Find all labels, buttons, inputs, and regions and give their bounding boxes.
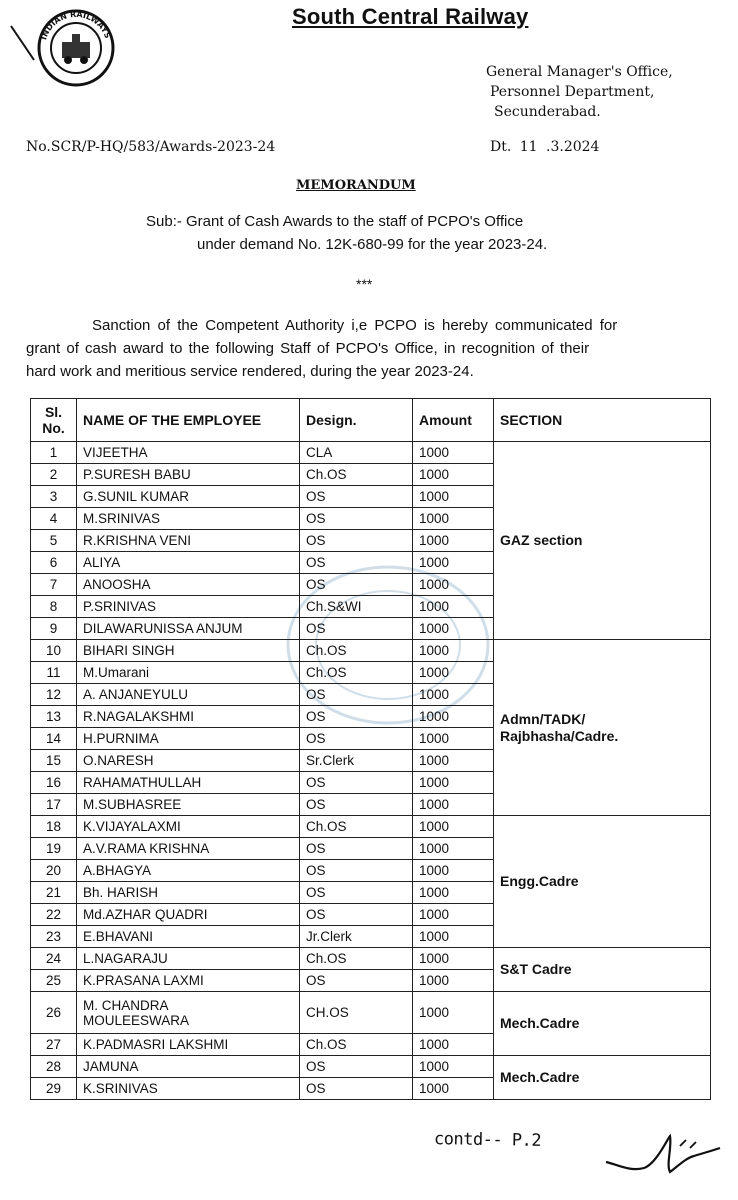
- office-address: [486, 62, 673, 122]
- amount-cell: 1000: [413, 442, 494, 464]
- name-cell: A.BHAGYA: [77, 860, 300, 882]
- sl-cell: 1: [31, 442, 77, 464]
- amount-cell: 1000: [413, 970, 494, 992]
- table-row: [31, 816, 711, 838]
- sl-cell: 21: [31, 882, 77, 904]
- section-cell: Engg.Cadre: [494, 816, 711, 948]
- reference-number: No.SCR/P-HQ/583/Awards-2023-24: [26, 139, 276, 155]
- pen-stroke-mark: [8, 22, 38, 64]
- handwritten-signature: [596, 1128, 726, 1188]
- design-cell: OS: [300, 970, 413, 992]
- design-cell: OS: [300, 1078, 413, 1100]
- office-line: Personnel Department,: [490, 84, 655, 100]
- continued-note: contd-- P.2: [433, 1129, 542, 1151]
- amount-cell: 1000: [413, 948, 494, 970]
- sl-cell: 25: [31, 970, 77, 992]
- subject-line: Sub:- Grant of Cash Awards to the staff of PCPO's Office: [146, 213, 524, 230]
- sl-cell: 13: [31, 706, 77, 728]
- memo-body: [26, 314, 716, 383]
- name-cell: L.NAGARAJU: [77, 948, 300, 970]
- name-cell: P.SRINIVAS: [77, 596, 300, 618]
- body-line: Sanction of the Competent Authority i,e PCPO is hereby communicated for: [92, 317, 618, 334]
- name-cell: BIHARI SINGH: [77, 640, 300, 662]
- name-cell: Md.AZHAR QUADRI: [77, 904, 300, 926]
- sl-cell: 19: [31, 838, 77, 860]
- name-cell: R.KRISHNA VENI: [77, 530, 300, 552]
- design-cell: OS: [300, 1056, 413, 1078]
- name-cell: DILAWARUNISSA ANJUM: [77, 618, 300, 640]
- name-cell: K.PADMASRI LAKSHMI: [77, 1034, 300, 1056]
- design-cell: Ch.OS: [300, 1034, 413, 1056]
- design-cell: OS: [300, 728, 413, 750]
- amount-cell: 1000: [413, 904, 494, 926]
- design-cell: Jr.Clerk: [300, 926, 413, 948]
- sl-cell: 20: [31, 860, 77, 882]
- section-cell: Admn/TADK/ Rajbhasha/Cadre.: [494, 640, 711, 816]
- amount-cell: 1000: [413, 640, 494, 662]
- amount-cell: 1000: [413, 750, 494, 772]
- name-cell: O.NARESH: [77, 750, 300, 772]
- organization-title: South Central Railway: [292, 4, 529, 29]
- amount-cell: 1000: [413, 684, 494, 706]
- name-cell: RAHAMATHULLAH: [77, 772, 300, 794]
- design-cell: CLA: [300, 442, 413, 464]
- sl-cell: 23: [31, 926, 77, 948]
- design-cell: OS: [300, 904, 413, 926]
- separator-stars: ***: [356, 276, 373, 292]
- name-cell: ALIYA: [77, 552, 300, 574]
- sl-cell: 27: [31, 1034, 77, 1056]
- amount-cell: 1000: [413, 530, 494, 552]
- amount-cell: 1000: [413, 508, 494, 530]
- section-cell: Mech.Cadre: [494, 1056, 711, 1100]
- design-cell: Ch.OS: [300, 948, 413, 970]
- amount-cell: 1000: [413, 728, 494, 750]
- name-cell: JAMUNA: [77, 1056, 300, 1078]
- sl-cell: 15: [31, 750, 77, 772]
- table-row: [31, 640, 711, 662]
- office-line: Secunderabad.: [494, 104, 601, 120]
- design-cell: Ch.OS: [300, 816, 413, 838]
- header-section: SECTION: [494, 399, 711, 442]
- design-cell: CH.OS: [300, 992, 413, 1034]
- sl-cell: 8: [31, 596, 77, 618]
- sl-cell: 17: [31, 794, 77, 816]
- amount-cell: 1000: [413, 794, 494, 816]
- amount-cell: 1000: [413, 860, 494, 882]
- name-cell: Bh. HARISH: [77, 882, 300, 904]
- design-cell: Ch.OS: [300, 662, 413, 684]
- amount-cell: 1000: [413, 1034, 494, 1056]
- design-cell: OS: [300, 772, 413, 794]
- amount-cell: 1000: [413, 838, 494, 860]
- sl-cell: 2: [31, 464, 77, 486]
- header-amount: Amount: [413, 399, 494, 442]
- amount-cell: 1000: [413, 1078, 494, 1100]
- design-cell: OS: [300, 860, 413, 882]
- design-cell: OS: [300, 508, 413, 530]
- sl-cell: 12: [31, 684, 77, 706]
- amount-cell: 1000: [413, 706, 494, 728]
- name-cell: M.SRINIVAS: [77, 508, 300, 530]
- amount-cell: 1000: [413, 486, 494, 508]
- name-cell: A.V.RAMA KRISHNA: [77, 838, 300, 860]
- amount-cell: 1000: [413, 574, 494, 596]
- amount-cell: 1000: [413, 992, 494, 1034]
- sl-cell: 11: [31, 662, 77, 684]
- sl-cell: 5: [31, 530, 77, 552]
- design-cell: OS: [300, 574, 413, 596]
- amount-cell: 1000: [413, 618, 494, 640]
- section-cell: S&T Cadre: [494, 948, 711, 992]
- sl-cell: 26: [31, 992, 77, 1034]
- document-date: Dt. 11 .3.2024: [490, 139, 600, 155]
- design-cell: OS: [300, 794, 413, 816]
- sl-cell: 4: [31, 508, 77, 530]
- sl-cell: 9: [31, 618, 77, 640]
- table-header-row: [31, 399, 711, 442]
- design-cell: OS: [300, 838, 413, 860]
- name-cell: K.SRINIVAS: [77, 1078, 300, 1100]
- header-sl-no: Sl. No.: [31, 399, 77, 442]
- sl-cell: 3: [31, 486, 77, 508]
- design-cell: OS: [300, 882, 413, 904]
- sl-cell: 22: [31, 904, 77, 926]
- subject-line: under demand No. 12K-680-99 for the year 2023-24.: [197, 236, 548, 253]
- sl-cell: 16: [31, 772, 77, 794]
- sl-cell: 6: [31, 552, 77, 574]
- design-cell: OS: [300, 486, 413, 508]
- sl-cell: 7: [31, 574, 77, 596]
- name-cell: VIJEETHA: [77, 442, 300, 464]
- body-line: grant of cash award to the following Staff of PCPO's Office, in recognition of their: [26, 340, 590, 357]
- sl-cell: 24: [31, 948, 77, 970]
- name-cell: R.NAGALAKSHMI: [77, 706, 300, 728]
- indian-railways-logo: [36, 8, 116, 88]
- header-name: NAME OF THE EMPLOYEE: [77, 399, 300, 442]
- table-row: [31, 992, 711, 1034]
- table-row: [31, 1056, 711, 1078]
- name-cell: P.SURESH BABU: [77, 464, 300, 486]
- amount-cell: 1000: [413, 552, 494, 574]
- sl-cell: 28: [31, 1056, 77, 1078]
- amount-cell: 1000: [413, 882, 494, 904]
- sl-cell: 18: [31, 816, 77, 838]
- table-row: [31, 948, 711, 970]
- name-cell: H.PURNIMA: [77, 728, 300, 750]
- awards-table: [30, 398, 711, 1100]
- section-cell: Mech.Cadre: [494, 992, 711, 1056]
- design-cell: Ch.OS: [300, 464, 413, 486]
- table-row: [31, 442, 711, 464]
- name-cell: M.SUBHASREE: [77, 794, 300, 816]
- name-cell: K.PRASANA LAXMI: [77, 970, 300, 992]
- design-cell: OS: [300, 552, 413, 574]
- name-cell: A. ANJANEYULU: [77, 684, 300, 706]
- name-cell: M. CHANDRA MOULEESWARA: [77, 992, 300, 1034]
- design-cell: OS: [300, 530, 413, 552]
- design-cell: Ch.S&WI: [300, 596, 413, 618]
- name-cell: ANOOSHA: [77, 574, 300, 596]
- memorandum-heading: MEMORANDUM: [296, 178, 416, 193]
- amount-cell: 1000: [413, 662, 494, 684]
- amount-cell: 1000: [413, 596, 494, 618]
- amount-cell: 1000: [413, 1056, 494, 1078]
- name-cell: E.BHAVANI: [77, 926, 300, 948]
- office-line: General Manager's Office,: [486, 64, 673, 80]
- sl-cell: 29: [31, 1078, 77, 1100]
- body-line: hard work and meritious service rendered, during the year 2023-24.: [26, 363, 474, 380]
- design-cell: Ch.OS: [300, 640, 413, 662]
- header-designation: Design.: [300, 399, 413, 442]
- name-cell: K.VIJAYALAXMI: [77, 816, 300, 838]
- design-cell: OS: [300, 706, 413, 728]
- amount-cell: 1000: [413, 464, 494, 486]
- sl-cell: 14: [31, 728, 77, 750]
- section-cell: GAZ section: [494, 442, 711, 640]
- name-cell: G.SUNIL KUMAR: [77, 486, 300, 508]
- sl-cell: 10: [31, 640, 77, 662]
- amount-cell: 1000: [413, 926, 494, 948]
- design-cell: Sr.Clerk: [300, 750, 413, 772]
- amount-cell: 1000: [413, 772, 494, 794]
- design-cell: OS: [300, 618, 413, 640]
- svg-text:INDIAN RAILWAYS: INDIAN RAILWAYS: [39, 9, 113, 41]
- amount-cell: 1000: [413, 816, 494, 838]
- name-cell: M.Umarani: [77, 662, 300, 684]
- design-cell: OS: [300, 684, 413, 706]
